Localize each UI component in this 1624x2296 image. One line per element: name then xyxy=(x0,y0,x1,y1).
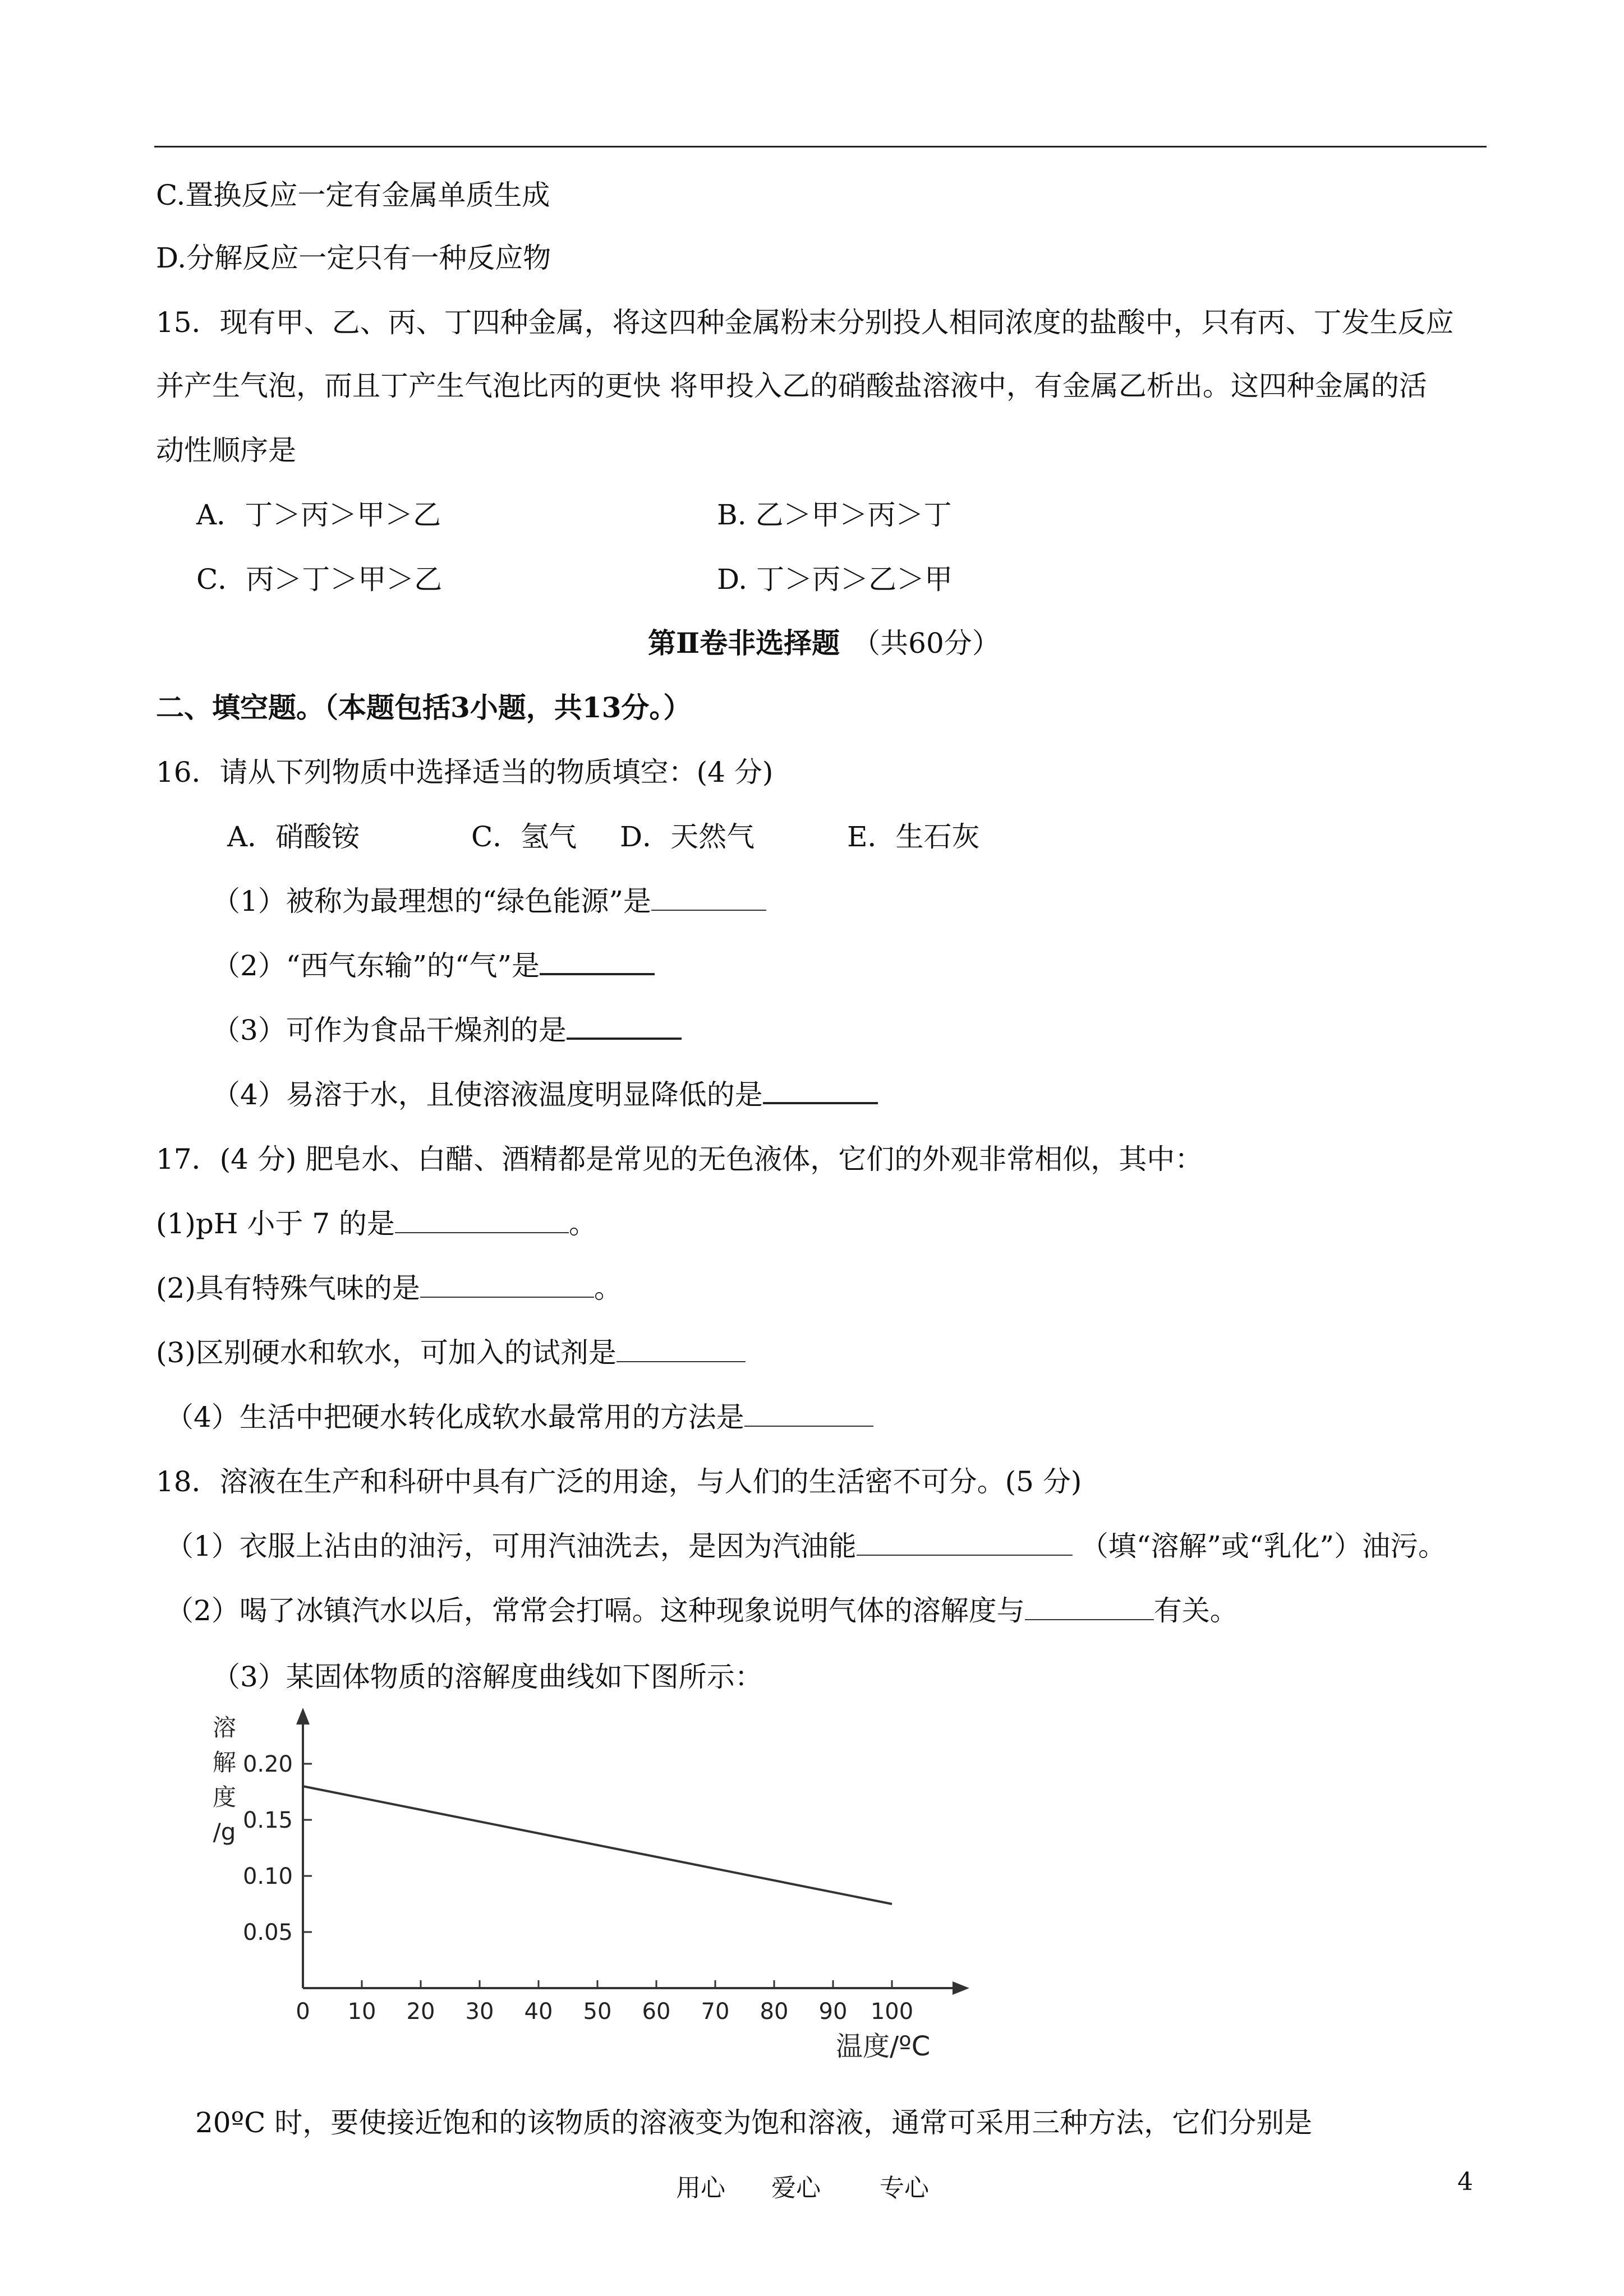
q16-part2-text: （2）“西气东输”的“气”是 xyxy=(212,949,540,982)
answer-blank[interactable] xyxy=(744,1402,873,1427)
q16-choice-d: D．天然气 xyxy=(620,820,755,853)
q18-part1-hint: （填“溶解”或“乳化”）油污。 xyxy=(1080,1530,1447,1562)
q18-last-line: 20ºC 时，要使接近饱和的该物质的溶液变为饱和溶液，通常可采用三种方法，它们分别是 xyxy=(195,2106,1313,2139)
y-tick-label: 0.05 xyxy=(242,1920,293,1945)
option-c-prev: C.置换反应一定有金属单质生成 xyxy=(156,179,550,211)
q17-part1 xyxy=(156,1201,597,1242)
section-title xyxy=(648,621,1000,661)
q16-stem: 16．请从下列物质中选择适当的物质填空：(4 分) xyxy=(156,756,774,789)
q17-part2-end: 。 xyxy=(594,1272,622,1304)
q17-part3 xyxy=(156,1330,746,1371)
q18-part2 xyxy=(165,1588,1238,1629)
footer-motto-2: 爱心 xyxy=(771,2174,821,2202)
x-tick-label: 30 xyxy=(465,1999,494,2025)
page-number: 4 xyxy=(1457,2168,1473,2196)
q15-line3: 动性顺序是 xyxy=(156,434,296,467)
y-axis-label: 解 xyxy=(212,1749,237,1776)
x-tick-label: 90 xyxy=(818,1999,848,2025)
answer-blank[interactable] xyxy=(420,1273,594,1298)
q16-part1 xyxy=(212,879,766,919)
y-tick-label: 0.20 xyxy=(242,1751,293,1777)
q17-stem: 17．(4 分) 肥皂水、白醋、酒精都是常见的无色液体，它们的外观非常相似，其中： xyxy=(156,1143,1203,1175)
solubility-curve xyxy=(303,1786,892,1904)
q18-part1-text: （1）衣服上沾由的油污，可用汽油洗去，是因为汽油能 xyxy=(165,1530,857,1562)
section-title-score: （共60分） xyxy=(852,627,1000,660)
q17-part2 xyxy=(156,1266,622,1306)
q17-part2-text: (2)具有特殊气味的是 xyxy=(156,1272,420,1304)
y-axis-arrow xyxy=(296,1708,310,1725)
y-axis-label: /g xyxy=(213,1818,236,1846)
q18-part3: （3）某固体物质的溶解度曲线如下图所示： xyxy=(212,1661,763,1693)
answer-blank[interactable] xyxy=(763,1078,878,1104)
answer-blank[interactable] xyxy=(651,886,766,911)
q17-part1-end: 。 xyxy=(568,1207,597,1240)
q15-line1: 15．现有甲、乙、丙、丁四种金属，将这四种金属粉末分别投人相同浓度的盐酸中，只有丙、丁发生反应 xyxy=(156,306,1454,339)
q16-part4 xyxy=(212,1072,878,1113)
y-tick-label: 0.15 xyxy=(242,1808,293,1833)
x-tick-label: 50 xyxy=(583,1999,612,2025)
x-tick-label: 0 xyxy=(296,1999,310,2025)
q15-option-c: C．丙＞丁＞甲＞乙 xyxy=(196,563,443,596)
q15-option-a: A．丁＞丙＞甲＞乙 xyxy=(196,499,441,531)
solubility-chart xyxy=(185,1699,982,2069)
q16-choice-e: E．生石灰 xyxy=(847,820,980,853)
x-tick-label: 40 xyxy=(524,1999,553,2025)
footer-motto-3: 专心 xyxy=(880,2174,929,2202)
answer-blank[interactable] xyxy=(567,1014,682,1040)
answer-blank[interactable] xyxy=(540,949,655,975)
answer-blank[interactable] xyxy=(617,1338,746,1362)
section-title-bold: 第Ⅱ卷非选择题 xyxy=(648,626,840,660)
x-axis-label: 温度/ºC xyxy=(836,2031,931,2062)
y-axis-label: 度 xyxy=(212,1783,237,1811)
x-tick-label: 100 xyxy=(870,1999,914,2025)
footer-motto-1: 用心 xyxy=(676,2174,725,2202)
q16-part3 xyxy=(212,1008,682,1048)
q18-part1 xyxy=(165,1524,1446,1564)
x-tick-label: 20 xyxy=(406,1999,435,2025)
q16-part4-text: （4）易溶于水，且使溶液温度明显降低的是 xyxy=(212,1078,763,1111)
y-tick-label: 0.10 xyxy=(242,1864,293,1889)
x-tick-label: 10 xyxy=(347,1999,376,2025)
q17-part3-text: (3)区别硬水和软水，可加入的试剂是 xyxy=(156,1336,617,1369)
answer-blank[interactable] xyxy=(857,1531,1073,1556)
x-tick-label: 60 xyxy=(642,1999,671,2025)
x-tick-label: 80 xyxy=(760,1999,789,2025)
q18-part2-text: （2）喝了冰镇汽水以后，常常会打嗝。这种现象说明气体的溶解度与 xyxy=(165,1594,1025,1627)
q18-stem: 18．溶液在生产和科研中具有广泛的用途，与人们的生活密不可分。(5 分) xyxy=(156,1465,1082,1498)
q16-part1-text: （1）被称为最理想的“绿色能源”是 xyxy=(212,885,651,918)
q16-part3-text: （3）可作为食品干燥剂的是 xyxy=(212,1014,567,1046)
section-heading: 二、填空题。（本题包括3小题，共13分。） xyxy=(156,691,692,724)
x-tick-label: 70 xyxy=(701,1999,730,2025)
option-d-prev: D.分解反应一定只有一种反应物 xyxy=(156,242,551,274)
q17-part1-text: (1)pH 小于 7 的是 xyxy=(156,1207,395,1240)
q15-line2: 并产生气泡，而且丁产生气泡比丙的更快 将甲投入乙的硝酸盐溶液中，有金属乙析出。这四种金属的活 xyxy=(156,370,1427,402)
q16-choice-c: C．氢气 xyxy=(471,820,577,853)
q15-option-d: D. 丁＞丙＞乙＞甲 xyxy=(717,563,953,596)
q15-option-b: B. 乙＞甲＞丙＞丁 xyxy=(717,499,952,531)
answer-blank[interactable] xyxy=(395,1209,569,1233)
q16-part2 xyxy=(212,943,655,984)
x-axis-arrow xyxy=(953,1981,969,1995)
q16-choice-a: A．硝酸铵 xyxy=(227,820,360,853)
q18-part2-end: 有关。 xyxy=(1153,1594,1238,1627)
answer-blank[interactable] xyxy=(1025,1596,1154,1620)
q17-part4 xyxy=(165,1395,873,1435)
y-axis-label: 溶 xyxy=(212,1714,237,1741)
header-rule xyxy=(154,146,1487,147)
q17-part4-text: （4）生活中把硬水转化成软水最常用的方法是 xyxy=(165,1401,744,1433)
